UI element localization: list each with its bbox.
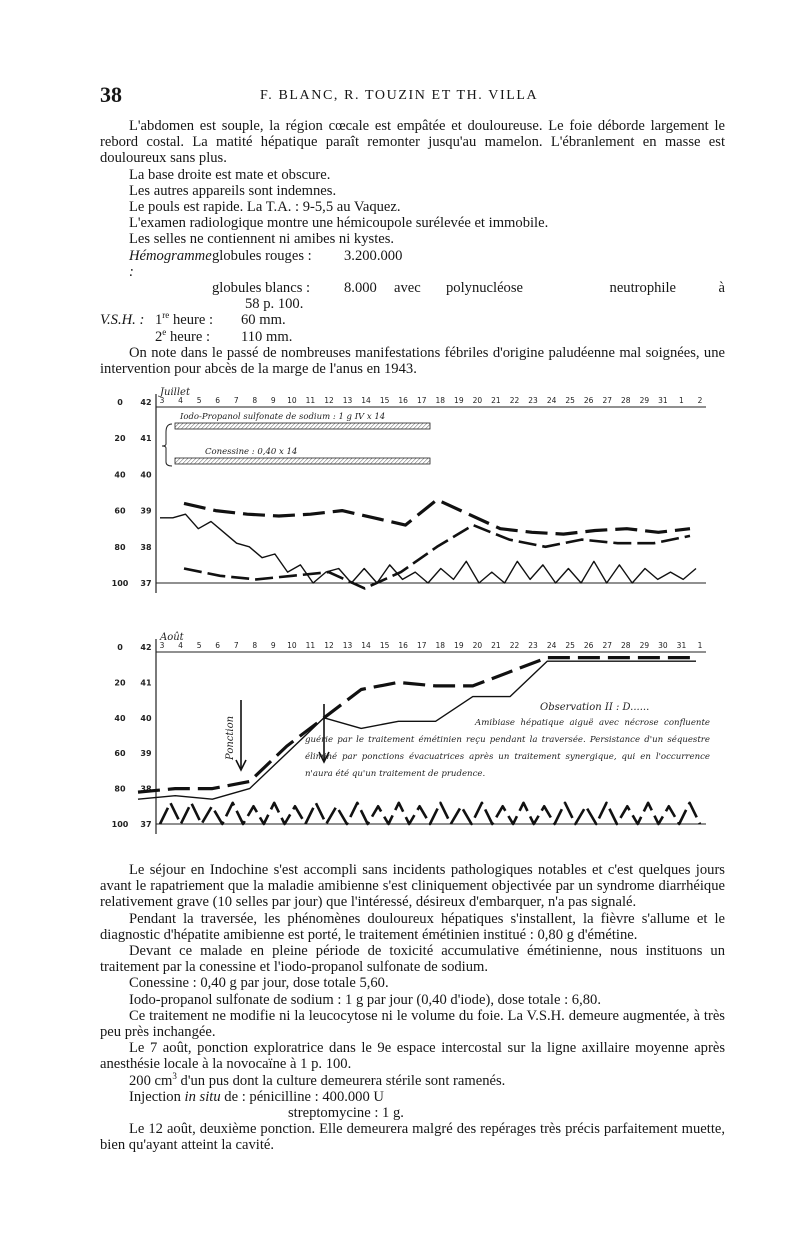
y-tick-temperature: 42 (140, 643, 152, 652)
annotation-iodo: Iodo-Propanol sulfonate de sodium : 1 g IV x 14 (180, 412, 386, 422)
line-selles: Les selles ne contiennent ni amibes ni kystes. (129, 231, 395, 248)
annotation-conessine: Conessine : 0,40 x 14 (205, 447, 298, 457)
x-tick-label: 20 (472, 641, 483, 650)
y-tick-temperature: 38 (140, 542, 152, 552)
rouges-label: globules rouges : (212, 247, 312, 264)
y-tick-temperature: 41 (140, 434, 152, 444)
x-tick-label: 31 (658, 396, 668, 405)
page-number: 38 (100, 82, 122, 107)
paragraph-devant: Devant ce malade en pleine période de toxicité accumulative émétinienne, nous instituons un traitement par la conessine et l'iodo-propanol sulfonate de sodium. (100, 943, 725, 976)
x-tick-label: 19 (454, 396, 464, 405)
x-tick-label: 14 (361, 396, 371, 405)
y-tick-pulse: 60 (114, 506, 126, 516)
blancs-suite: 58 p. 100. (245, 296, 304, 313)
annotation-ponction: Ponction (225, 715, 236, 760)
x-tick-label: 4 (178, 396, 183, 405)
x-tick-label: 7 (233, 641, 239, 650)
x-tick-label: 18 (435, 641, 446, 650)
x-tick-label: 13 (342, 396, 353, 405)
x-tick-label: 12 (324, 641, 334, 650)
observation-text: Amibiase hépatique aiguë avec nécrose confluente guérie par le traitement émétinien reçu pendant la traversée. Persistance d'un séquestre éliminé par ponctions évacuatrices après un traitement synergique, qui en l'occurrence n'aura été qu'un traitement de prudence. (305, 718, 710, 779)
x-tick-label: 18 (435, 396, 446, 405)
vsh-h2-sup: e (162, 326, 167, 337)
iodo-treatment-bar (175, 423, 430, 429)
hemogramme-label: Hémogramme : (129, 247, 212, 280)
paragraph-traversee: Pendant la traversée, les phénomènes douloureux hépatiques s'installent, la fièvre s'allume et le diagnostic d'hépatite amibienne est porté, le traitement émétinien institué : 0,80 g d'émétine. (100, 910, 725, 943)
y-tick-pulse: 100 (111, 579, 129, 588)
paragraph-passe: On note dans le passé de nombreuses manifestations fébriles d'origine paludéenne mal soignées, une intervention pour abcès de la marge de l'anus en 1943. (100, 344, 725, 378)
temperature-chart-august (100, 628, 720, 840)
x-tick-label: 26 (583, 641, 594, 650)
y-tick-temperature: 40 (140, 470, 152, 480)
line-base: La base droite est mate et obscure. (129, 166, 331, 183)
series-line-1 (184, 500, 690, 534)
x-tick-label: 14 (361, 641, 371, 650)
y-tick-pulse: 20 (114, 434, 126, 444)
case-findings (100, 118, 725, 377)
x-tick-label: 31 (676, 641, 687, 650)
blancs-a: à (718, 280, 725, 297)
x-tick-label: 1 (679, 396, 684, 405)
y-tick-temperature: 38 (140, 784, 152, 794)
x-tick-label: 28 (621, 641, 631, 650)
x-tick-label: 9 (270, 641, 276, 650)
page-header (100, 82, 725, 112)
y-tick-pulse: 20 (114, 678, 126, 688)
x-tick-label: 11 (305, 396, 316, 405)
brace (162, 424, 172, 466)
vsh-h1-num: 1 (155, 312, 163, 329)
x-tick-label: 23 (528, 641, 538, 650)
y-tick-temperature: 39 (140, 749, 152, 759)
line-conessine: Conessine : 0,40 g par jour, dose totale 5,60. (129, 975, 389, 992)
line-examen: L'examen radiologique montre une hémicoupole surélevée et immobile. (129, 215, 549, 232)
paragraph-12-aout: Le 12 août, deuxième ponction. Elle demeurera malgré des repérages très précis parfaitement muette, bien qu'ayant atteint la cavité. (100, 1121, 725, 1154)
line-pouls: Le pouls est rapide. La T.A. : 9-5,5 au Vaquez. (129, 199, 401, 216)
pus-rest: d'un pus dont la culture demeurera stérile sont ramenés. (176, 1072, 506, 1089)
blancs-avec: avec (394, 280, 421, 297)
x-tick-label: 20 (472, 396, 483, 405)
x-tick-label: 5 (196, 396, 202, 405)
y-tick-pulse: 40 (114, 470, 126, 480)
blancs-label: globules blancs : (212, 280, 311, 297)
y-tick-pulse: 40 (114, 713, 126, 723)
x-tick-label: 8 (252, 641, 258, 650)
x-tick-label: 30 (658, 641, 668, 650)
x-tick-label: 25 (565, 396, 575, 405)
vsh-label: V.S.H. : (100, 312, 145, 329)
x-tick-label: 21 (491, 396, 501, 405)
x-tick-label: 29 (639, 396, 650, 405)
rouges-value: 3.200.000 (344, 247, 403, 264)
x-tick-label: 3 (159, 396, 165, 405)
series-line-2 (160, 514, 696, 583)
line-streptomycine: streptomycine : 1 g. (288, 1105, 404, 1122)
hemogramme-row-1 (100, 248, 725, 280)
x-tick-label: 6 (215, 641, 221, 650)
x-tick-label: 28 (621, 396, 631, 405)
x-tick-label: 15 (379, 641, 390, 650)
y-tick-temperature: 42 (140, 398, 152, 407)
y-tick-temperature: 41 (140, 678, 152, 688)
x-tick-label: 1 (697, 641, 703, 650)
vsh-row-1 (100, 312, 725, 328)
hemogramme-row-3 (100, 296, 725, 312)
treatment-annotations (162, 412, 430, 466)
x-tick-label: 27 (602, 396, 613, 405)
blancs-poly: polynucléose (446, 280, 524, 297)
x-tick-label: 10 (287, 641, 297, 650)
line-pus (100, 1070, 725, 1089)
vsh-h1-sup: re (162, 310, 170, 321)
x-tick-label: 21 (491, 641, 501, 650)
vsh-h1-text: heure : (169, 312, 214, 329)
x-tick-label: 7 (233, 396, 239, 405)
y-tick-temperature: 37 (140, 820, 152, 829)
series-line-3 (184, 525, 690, 588)
vsh-h1-value: 60 mm. (241, 312, 286, 329)
x-tick-label: 10 (287, 396, 297, 405)
x-tick-label: 5 (196, 641, 202, 650)
y-tick-temperature: 37 (140, 579, 152, 588)
x-tick-label: 6 (215, 396, 221, 405)
blancs-value: 8.000 (344, 280, 377, 297)
x-tick-label: 3 (159, 641, 165, 650)
x-tick-label: 25 (565, 641, 575, 650)
x-tick-label: 4 (178, 641, 183, 650)
y-tick-pulse: 0 (117, 643, 123, 652)
x-tick-label: 23 (528, 396, 538, 405)
x-tick-label: 22 (509, 641, 520, 650)
x-tick-label: 15 (379, 396, 390, 405)
x-tick-label: 2 (697, 396, 703, 405)
paragraph-traitement: Ce traitement ne modifie ni la leucocytose ni le volume du foie. La V.S.H. demeure augmentée, à très peu près inchangée. (100, 1007, 725, 1041)
line-iodo: Iodo-propanol sulfonate de sodium : 1 g par jour (0,40 d'iode), dose totale : 6,80. (129, 991, 601, 1008)
month-label-august: Août (160, 632, 184, 643)
y-tick-temperature: 39 (140, 506, 152, 516)
injection-pre: Injection (129, 1088, 185, 1105)
pus-num: 200 cm (129, 1072, 173, 1089)
y-tick-pulse: 80 (114, 784, 126, 794)
y-tick-pulse: 80 (114, 542, 126, 552)
paragraph-abdomen: L'abdomen est souple, la région cœcale est empâtée et douloureuse. Le foie déborde largement le rebord costal. La matité hépatique paraît remonter jusqu'au mamelon. L'ébranlement en masse est douloureux sans plus. (100, 118, 725, 167)
y-tick-pulse: 60 (114, 749, 126, 759)
vsh-h2-num: 2 (155, 328, 163, 345)
x-tick-label: 17 (416, 396, 427, 405)
case-history (100, 862, 725, 1154)
x-tick-label: 8 (252, 396, 258, 405)
x-tick-label: 26 (583, 396, 594, 405)
blancs-neutro: neutrophile (609, 280, 676, 297)
x-tick-label: 16 (398, 396, 408, 405)
line-autres: Les autres appareils sont indemnes. (129, 182, 337, 199)
vsh-h2-value: 110 mm. (241, 328, 293, 345)
y-tick-pulse: 0 (117, 398, 123, 407)
conessine-treatment-bar (175, 458, 430, 464)
x-tick-label: 22 (509, 396, 520, 405)
pus-sup: 3 (172, 1070, 177, 1081)
vsh-row-2 (100, 326, 725, 345)
paragraph-sejour: Le séjour en Indochine s'est accompli sans incidents pathologiques notables et c'est quelques jours avant le rapatriement que la maladie amibienne s'est cliniquement objectivée par un syndrome diarrhéique relativement grave (10 selles par jour) que l'intéressé, désireux d'embarquer, n'a pas signalé. (100, 862, 725, 911)
x-tick-label: 19 (454, 641, 464, 650)
month-label-july: Juillet (160, 387, 190, 398)
line-injection (100, 1089, 725, 1105)
vsh-h2-text: heure : (166, 328, 211, 345)
x-tick-label: 24 (546, 641, 557, 650)
x-tick-label: 11 (305, 641, 316, 650)
observation-note (305, 702, 710, 810)
paragraph-7-aout: Le 7 août, ponction exploratrice dans le 9e espace intercostal sur la ligne axillaire moyenne après anesthésie locale à la novocaïne à 1 p. 100. (100, 1040, 725, 1073)
observation-title: Observation II : D...... (540, 702, 650, 713)
temperature-chart-july (100, 382, 720, 610)
hemogramme-row-2 (100, 280, 725, 296)
y-tick-pulse: 100 (111, 820, 129, 829)
x-tick-label: 12 (324, 396, 334, 405)
x-tick-label: 17 (416, 641, 427, 650)
x-tick-label: 13 (342, 641, 353, 650)
x-tick-label: 29 (639, 641, 650, 650)
injection-post: de : pénicilline : 400.000 U (220, 1088, 384, 1105)
injection-insitu: in situ (184, 1088, 221, 1105)
x-tick-label: 16 (398, 641, 408, 650)
x-tick-label: 24 (546, 396, 557, 405)
x-tick-label: 9 (270, 396, 276, 405)
y-tick-temperature: 40 (140, 713, 152, 723)
x-tick-label: 27 (602, 641, 613, 650)
running-title: F. BLANC, R. TOUZIN ET TH. VILLA (260, 88, 539, 103)
